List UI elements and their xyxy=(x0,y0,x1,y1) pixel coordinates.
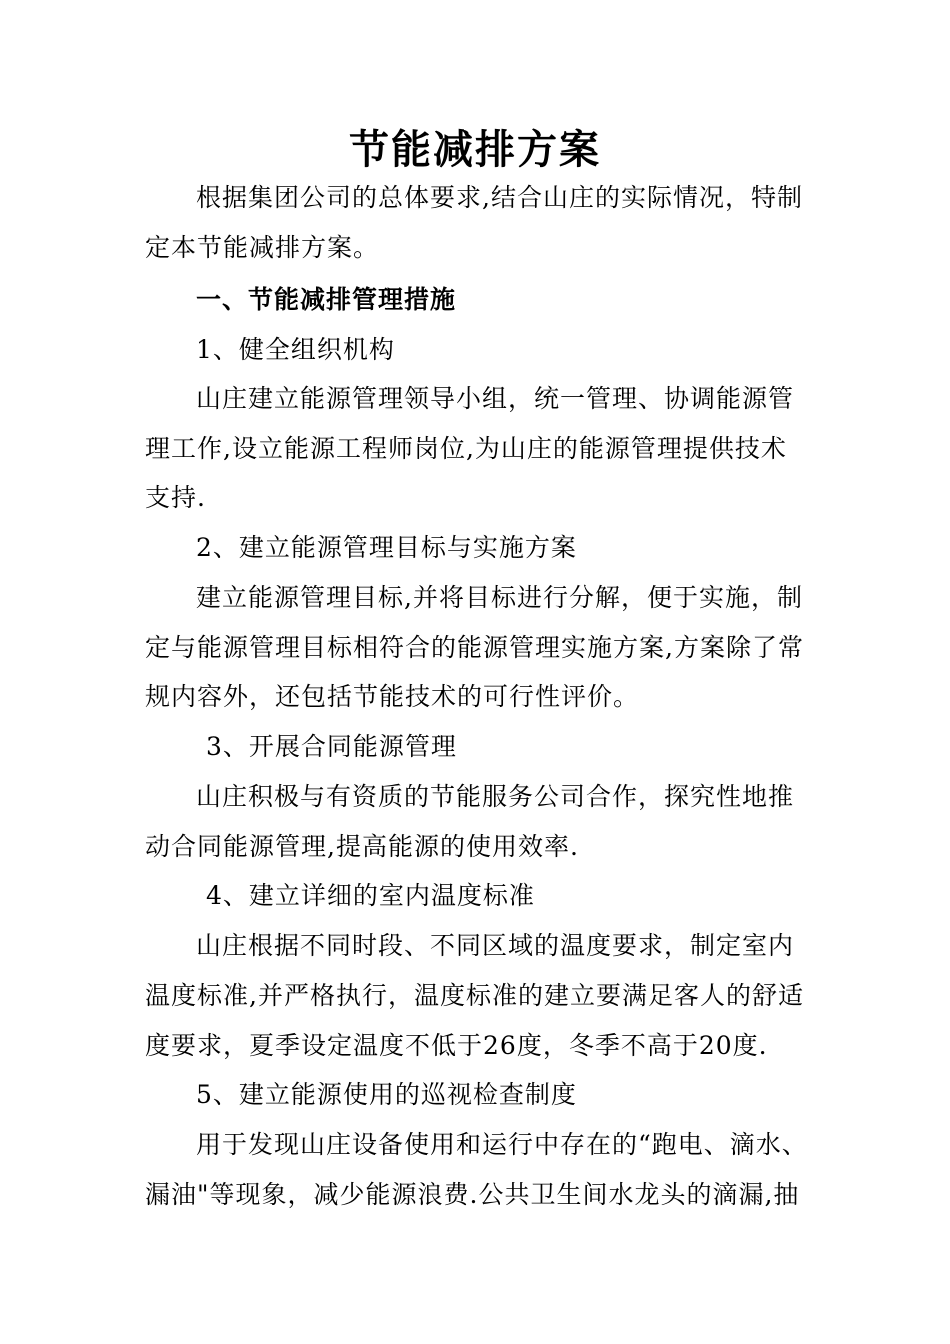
subsection-heading: 4、建立详细的室内温度标准 xyxy=(206,881,535,910)
paragraph-line: 理工作,设立能源工程师岗位,为山庄的能源管理提供技术 xyxy=(145,434,787,463)
paragraph-line: 定本节能减排方案。 xyxy=(145,233,380,262)
paragraph-line: 山庄积极与有资质的节能服务公司合作，探究性地推 xyxy=(196,782,795,811)
paragraph-line: 规内容外，还包括节能技术的可行性评价。 xyxy=(145,682,640,711)
paragraph-line: 建立能源管理目标,并将目标进行分解，便于实施，制 xyxy=(196,583,803,612)
paragraph-line: 温度标准,并严格执行，温度标准的建立要满足客人的舒适 xyxy=(145,981,804,1010)
paragraph-line: 根据集团公司的总体要求,结合山庄的实际情况，特制 xyxy=(196,183,803,212)
paragraph-line: 用于发现山庄设备使用和运行中存在的“跑电、滴水、 xyxy=(196,1130,808,1159)
section-heading: 一、节能减排管理措施 xyxy=(196,285,457,314)
subsection-heading: 1、健全组织机构 xyxy=(196,335,395,364)
paragraph-line: 度要求，夏季设定温度不低于26度，冬季不高于20度. xyxy=(145,1031,768,1060)
paragraph-line: 山庄建立能源管理领导小组，统一管理、协调能源管 xyxy=(196,384,795,413)
paragraph-line: 支持. xyxy=(145,483,206,512)
subsection-heading: 3、开展合同能源管理 xyxy=(206,732,457,761)
subsection-heading: 2、建立能源管理目标与实施方案 xyxy=(196,533,577,562)
paragraph-line: 山庄根据不同时段、不同区域的温度要求，制定室内 xyxy=(196,931,795,960)
document-title: 节能减排方案 xyxy=(349,126,601,173)
paragraph-line: 漏油"等现象，减少能源浪费.公共卫生间水龙头的滴漏,抽 xyxy=(145,1180,800,1209)
paragraph-line: 定与能源管理目标相符合的能源管理实施方案,方案除了常 xyxy=(145,633,804,662)
paragraph-line: 动合同能源管理,提高能源的使用效率. xyxy=(145,832,579,861)
subsection-heading: 5、建立能源使用的巡视检查制度 xyxy=(196,1080,577,1109)
